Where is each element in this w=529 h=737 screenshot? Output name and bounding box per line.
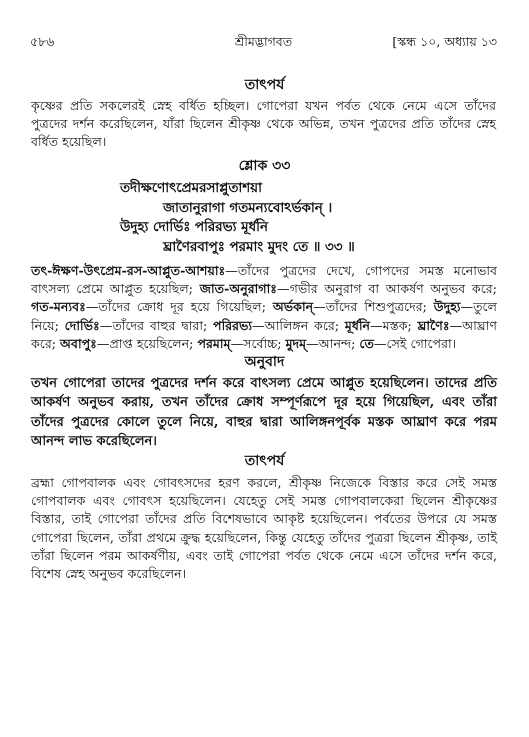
chapter-location: [স্কন্ধ ১০, অধ্যায় ১৩: [392, 34, 497, 49]
verse-line: ঘ্রাণৈরবাপুঃ পরমাং মুদং তে ॥ ৩৩ ॥: [163, 238, 355, 255]
synonym-term: মুদম্: [285, 335, 307, 351]
synonym-term: পরমাম্: [197, 335, 231, 351]
book-title: শ্রীমদ্ভাগবত: [234, 34, 293, 49]
synonym-meaning: —আনন্দ;: [306, 335, 360, 351]
synonym-meaning: —আলিঙ্গন করে;: [252, 317, 345, 333]
synonym-term: গত-মন্যবঃ: [31, 299, 86, 315]
synonym-meaning: —আঘ্রাণ করে;: [31, 317, 497, 351]
verse-heading: শ্লোক ৩৩: [238, 158, 291, 174]
word-for-word-synonyms: [31, 262, 497, 353]
synonym-meaning: —তাঁদের ক্রোধ দূর হয়ে গিয়েছিল;: [85, 299, 273, 315]
synonym-meaning: —গভীর অনুরাগ বা আকর্ষণ অনুভব করে;: [276, 281, 497, 297]
synonym-meaning: —সেই গোপেরা।: [373, 335, 457, 351]
verse-line: জাতানুরাগা গতমন্যবোঽর্ভকান্ ।: [163, 199, 333, 216]
synonym-term: তে: [359, 335, 374, 351]
verse-line: উদুহ্য দোর্ভিঃ পরিরভ্য মূর্ধনি: [120, 219, 268, 236]
verse-line: তদীক্ষণোৎপ্রেমরসাপ্লুতাশয়া: [120, 180, 262, 196]
synonym-term: দোর্ভিঃ: [64, 317, 100, 333]
synonym-meaning: —তাঁদের পুত্রদের দেখে, গোপদের সমস্ত মনোভাব বাৎসল্য প্রেমে আপ্লুত হয়েছিল;: [31, 263, 497, 297]
synonym-meaning: —প্রাপ্ত হয়েছিলেন;: [96, 335, 198, 351]
synonym-meaning: —তুলে নিয়ে;: [31, 299, 497, 333]
synonym-meaning: —মস্তক;: [370, 317, 418, 333]
synonym-term: মূর্ধনি: [344, 317, 371, 333]
synonym-term: পরিরভ্য: [213, 317, 253, 333]
purport-text-2: ব্রহ্মা গোপবালক এবং গোবৎসদের হরণ করলে, শ্রীকৃষ্ণ নিজেকে বিস্তার করে সেই সমস্ত গোপবালক এবং গোবৎস হয়েছিলেন। যেহেতু সেই সমস্ত গোপবালকেরা ছিলেন শ্রীকৃষ্ণের বিস্তার, তাই গোপেরা তাঁদের প্রতি বিশেষভাবে আকৃষ্ট হয়েছিলেন। পর্বতের উপরে যে সমস্ত গোপেরা ছিলেন, তাঁরা প্রথমে ক্রুদ্ধ হয়েছিলেন, কিন্তু যেহেতু তাঁদের পুত্ররা ছিলেন শ্রীকৃষ্ণ, তাই তাঁরা ছিলেন পরম আকর্ষণীয়, এবং তাই গোপেরা পর্বত থেকে নেমে এসে তাঁদের দর্শন করে, বিশেষ স্নেহ অনুভব করেছিলেন।: [31, 475, 497, 582]
purport-text-1: কৃষ্ণের প্রতি সকলেরই স্নেহ বর্ধিত হচ্ছিল। গোপেরা যখন পর্বত থেকে নেমে এসে তাঁদের পুত্রদের দর্শন করেছিলেন, যাঁরা ছিলেন শ্রীকৃষ্ণ থেকে অভিন্ন, তখন পুত্রদের প্রতি তাঁদের স্নেহ বর্ধিত হয়েছিল।: [31, 98, 496, 150]
translation-heading: অনুবাদ: [244, 354, 285, 370]
synonym-term: উদুহ্য: [433, 299, 461, 315]
synonym-meaning: —সর্বোচ্চ;: [230, 335, 286, 351]
purport-heading-1: তাৎপর্য: [244, 77, 285, 93]
page-header: [30, 34, 497, 54]
synonym-term: অবাপুঃ: [60, 335, 97, 351]
synonym-meaning: —তাঁদের শিশুপুত্রদের;: [313, 299, 434, 315]
translation-text: তখন গোপেরা তাদের পুত্রদের দর্শন করে বাৎসল্য প্রেমে আপ্লুত হয়েছিলেন। তাদের প্রতি আকর্ষণ অনুভব করায়, তখন তাঁদের ক্রোধ সম্পূর্ণরূপে দূর হয়ে গিয়েছিল, এবং তাঁরা তাঁদের পুত্রদের কোলে তুলে নিয়ে, বাহুর দ্বারা আলিঙ্গনপূর্বক মস্তক আঘ্রাণ করে পরম আনন্দ লাভ করেছিলেন।: [31, 376, 497, 450]
page-number: ৫৮৬: [30, 34, 55, 49]
synonym-term: তৎ-ঈক্ষণ-উৎপ্রেম-রস-আপ্লুত-আশয়াঃ: [31, 263, 226, 278]
synonym-term: অর্ভকান্: [272, 299, 314, 315]
synonym-meaning: —তাঁদের বাহুর দ্বারা;: [99, 317, 214, 333]
purport-heading-2: তাৎপর্য: [244, 453, 285, 469]
synonym-term: ঘ্রাণৈঃ: [417, 317, 450, 333]
sanskrit-verse: [120, 179, 500, 257]
synonym-term: জাত-অনুরাগাঃ: [199, 281, 277, 297]
